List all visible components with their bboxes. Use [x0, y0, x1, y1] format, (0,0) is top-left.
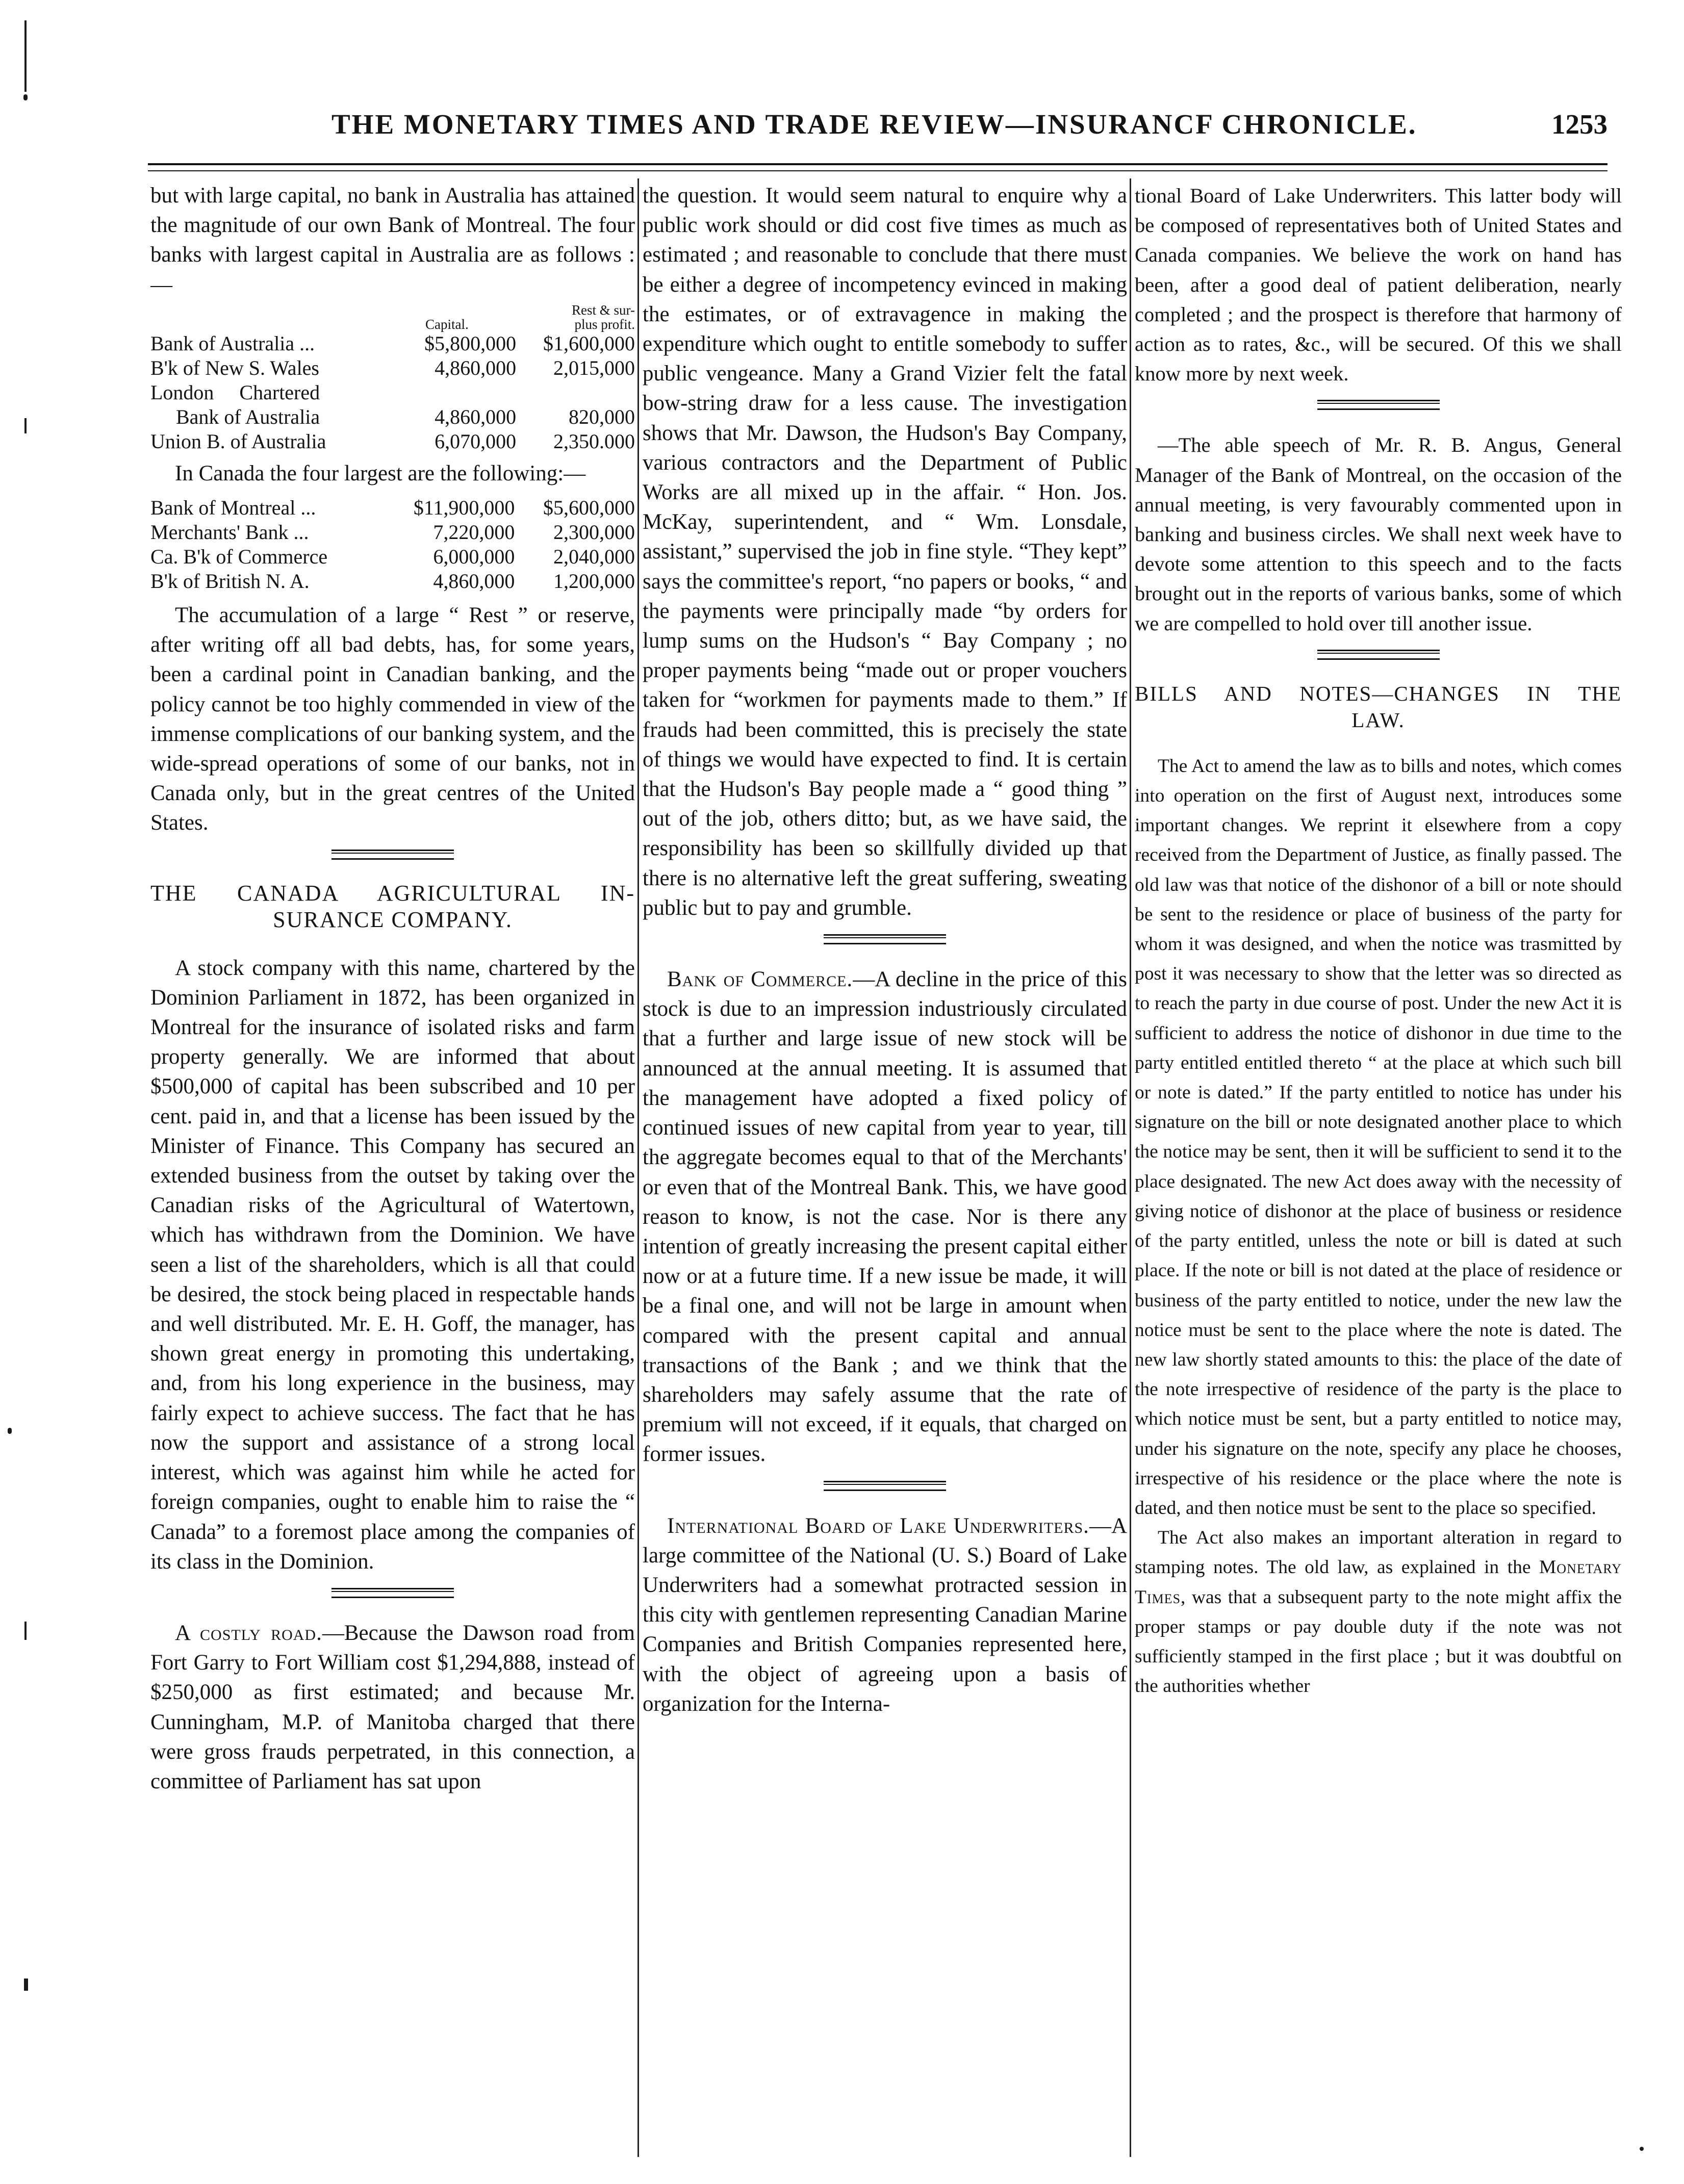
margin-mark [24, 418, 27, 433]
table-row [150, 569, 635, 594]
article-text: tional Board of Lake Underwriters. This latter body will be composed of representatives both of United States and Canada companies. We believe the work on hand has been, after a good deal of patient deliberation, nearly completed ; and the prospect is therefore that harmony of action as to rates, &c., will be secured. Of this we shall know more by next week. [1135, 184, 1622, 386]
table-row [150, 331, 635, 356]
canada-banks-table [150, 496, 635, 594]
rest-value: 820,000 [569, 405, 635, 428]
article-heading [1135, 680, 1622, 733]
table-header-row [150, 303, 635, 331]
table-row [150, 520, 635, 545]
bank-name: Bank of Australia ... [150, 331, 315, 355]
capital-value: 6,070,000 [435, 429, 517, 453]
table-row [150, 545, 635, 569]
article-lead: Bank of Commerce. [667, 967, 853, 992]
capital-value: 4,860,000 [435, 356, 517, 379]
article-body: —A large committee of the National (U. S.) Board of Lake Underwriters had a somewhat protracted session in this city with gentlemen representing Canadian Marine Companies and British Companies represented here, with the object of agreeing upon a basis of organization for the Interna- [643, 1513, 1127, 1716]
margin-mark [24, 20, 27, 92]
bank-name: Bank of Australia [176, 405, 320, 428]
rest-value: 2,040,000 [553, 545, 635, 569]
article-heading [150, 880, 635, 933]
article-text [150, 1618, 635, 1796]
table-header [516, 303, 635, 331]
rest-value: 1,200,000 [553, 570, 635, 593]
capital-value: $5,800,000 [424, 331, 517, 355]
table-row [150, 429, 635, 454]
bank-name: B'k of British N. A. [150, 570, 310, 593]
article-text: —The able speech of Mr. R. B. Angus, General Manager of the Bank of Montreal, on the occasion of the annual meeting, is very favourably commented upon in banking and business circles. We shall next week have to devote some attention to this speech and to the facts brought out in the reports of various banks, some of which we are compelled to hold over till another issue. [1135, 433, 1622, 635]
margin-mark [24, 1979, 28, 1991]
margin-mark [8, 1428, 12, 1434]
rest-value: 2,015,000 [553, 356, 635, 379]
heading-line: THE CANADA AGRICULTURAL IN- [150, 880, 635, 906]
article-body: , was that a subsequent party to the note might affix the proper stamps or pay double duty if the note was not sufficiently stamped in the first place ; but it was doubtful on the authorities whether [1135, 1586, 1622, 1697]
bank-name: Union B. of Australia [150, 429, 326, 453]
margin-mark [24, 1622, 27, 1640]
column-rule [637, 178, 639, 2157]
table-row [150, 380, 635, 405]
capital-value: 4,860,000 [435, 405, 517, 428]
column-1 [150, 181, 635, 2139]
masthead [148, 102, 1618, 148]
section-divider [824, 934, 946, 944]
rest-value [516, 380, 635, 405]
rest-value: 2,300,000 [553, 521, 635, 544]
rest-value: $5,600,000 [543, 496, 635, 520]
rest-value: $1,600,000 [543, 331, 635, 355]
article-text: the question. It would seem natural to enquire why a public work should or did cost five times as much as estimated ; and reasonable to conclude that there must be either a degree of incompetency evinced in making the estimates, or of extravagence in making the expenditure which ought to entitle somebody to suffer public vengeance. Many a Grand Vizier felt the fatal bow-string draw for a less cause. The investigation shows that Mr. Dawson, the Hudson's Bay Company, various contractors and the Department of Public Works are all mixed up in the affair. “ Hon. Jos. McKay, superintendent, and “ Wm. Lonsdale, assistant,” supervised the job in fine style. “They kept” says the committee's report, “no papers or books, “ and the payments were principally made “by orders for lump sums on the Hudson's “ Bay Company ; no proper payments being “made out or proper vouchers taken for “workmen for payments made to them.” If frauds had been committed, this is precisely the state of things we would have expected to find. It is certain that the Hudson's Bay people made a “ good thing ” out of the job, others ditto; but, as we have said, the responsibility has been so skillfully divided up that there is no alternative left the great suffering, sweating public but to pay and grumble. [643, 184, 1127, 920]
bank-name: B'k of New S. Wales [150, 356, 319, 379]
table-row [150, 405, 635, 429]
heading-line: LAW. [1351, 708, 1405, 732]
section-divider [824, 1481, 946, 1491]
article-text [1135, 1523, 1622, 1701]
article-lead: A costly road. [175, 1621, 322, 1645]
article-text: The Act to amend the law as to bills and notes, which comes into operation on the first of August next, introduces some important changes. We reprint it elsewhere from a copy received from the Department of Justice, as finally passed. The old law was that notice of the dishonor of a bill or note should be sent to the residence or place of business of the party for whom it was designed, and when the notice was trasmitted by post it was necessary to show that the letter was so directed as to reach the party in due course of post. Under the new Act it is sufficient to address the notice of dishonor in due time to the party entitled entitled thereto “ at the place at which such bill or note is dated.” If the party entitled to notice has under his signature on the bill or note designated another place to which the notice may be sent, then it will be sufficient to send it to the place designated. The new Act does away with the necessity of giving notice of dishonor at the place of business or residence of the party entitled, unless the note or bill is dated at such place. If the note or bill is not dated at the place of residence or business of the party entitled to notice, under the new law the notice must be sent to the place where the note is dated. The new law shortly stated amounts to this: the place of the date of the note irrespective of residence of the party is the place to which notice must be sent, but a party entitled to notice may, under his signature on the note, specify any place he chooses, irrespective of his residence or the place where the note is dated, and then notice must be sent to the place so specified. [1135, 755, 1622, 1519]
capital-value: 4,860,000 [433, 570, 515, 593]
column-rule [1130, 178, 1131, 2157]
margin-mark [23, 94, 28, 100]
article-text: The accumulation of a large “ Rest ” or reserve, after writing off all bad debts, has, for some years, been a cardinal point in Canadian banking, and the policy cannot be too highly commended in view of the immense complications of our banking system, and the wide-spread operations of some of our banks, not in Canada only, but in the great centres of the United States. [150, 603, 635, 835]
article-body: —A decline in the price of this stock is due to an impression industriously circulated that a further and large issue of new stock will be announced at the annual meeting. It is assumed that the management have adopted a fixed policy of continued issues of new capital from year to year, till the aggregate becomes equal to that of the Merchants' or even that of the Montreal Bank. This, we have good reason to know, is not the case. Nor is there any intention of greatly increasing the present capital either now or at a future time. If a new issue be made, it will be a final one, and will not be large in amount when compared with the present capital and annual transactions of the Bank ; and we think that the shareholders may safely assume that the rate of premium will not exceed, if it equals, that charged on former issues. [643, 967, 1127, 1467]
section-divider [1317, 650, 1440, 660]
bank-name: Merchants' Bank ... [150, 521, 309, 544]
article-lead: International Board of Lake Underwriters. [667, 1513, 1089, 1538]
column-3 [1135, 181, 1622, 2139]
capital-value: 7,220,000 [433, 521, 515, 544]
bank-name: London Chartered [150, 380, 320, 404]
article-text [643, 1511, 1127, 1719]
capital-value [378, 380, 517, 405]
article-body: —Because the Dawson road from Fort Garry to Fort William cost $1,294,888, instead of $250,000 as first estimated; and because Mr. Cunningham, M.P. of Manitoba charged that there were gross frauds perpetrated, in this connection, a committee of Parliament has sat upon [150, 1621, 635, 1793]
column-2 [643, 181, 1127, 2139]
table-row [150, 356, 635, 380]
article-text [643, 965, 1127, 1469]
masthead-rule [148, 163, 1608, 171]
section-divider [331, 1588, 454, 1598]
capital-value: $11,900,000 [413, 496, 515, 520]
bank-name: Ca. B'k of Commerce [150, 545, 328, 569]
section-divider [331, 850, 454, 860]
australia-banks-table [150, 303, 635, 454]
capital-value: 6,000,000 [433, 545, 515, 569]
margin-mark [1640, 2147, 1644, 2151]
table-header-line: Rest & sur- [572, 302, 635, 318]
heading-line: SURANCE COMPANY. [273, 907, 513, 932]
page-number: 1253 [1551, 109, 1608, 140]
rest-value: 2,350.000 [553, 429, 635, 453]
heading-line: BILLS AND NOTES—CHANGES IN THE [1135, 681, 1622, 705]
masthead-title: THE MONETARY TIMES AND TRADE REVIEW—INSURANCF CHRONICLE. [331, 109, 1417, 140]
section-divider [1317, 400, 1440, 410]
publication-name: Monetary Times [1135, 1557, 1622, 1608]
table-header: Capital. [425, 316, 469, 332]
table-header-line: plus profit. [574, 316, 635, 332]
table-row [150, 496, 635, 520]
article-text: but with large capital, no bank in Australia has attained the magnitude of our own Bank of Montreal. The four banks with largest capital in Australia are as follows :— [150, 184, 635, 297]
article-body: The Act also makes an important alteration in regard to stamping notes. The old law, as explained in the [1135, 1527, 1622, 1578]
bank-name: Bank of Montreal ... [150, 496, 316, 520]
article-text: A stock company with this name, chartered by the Dominion Parliament in 1872, has been organized in Montreal for the insurance of isolated risks and farm property generally. We are informed that about $500,000 of capital has been subscribed and 10 per cent. paid in, and that a license has been issued by the Minister of Finance. This Company has secured an extended business from the outset by taking over the Canadian risks of the Agricultural of Watertown, which has withdrawn from the Dominion. We have seen a list of the shareholders, which is all that could be desired, the stock being placed in respectable hands and well distributed. Mr. E. H. Goff, the manager, has shown great energy in promoting this undertaking, and, from his long experience in the business, may fairly expect to achieve success. The fact that he has now the support and assistance of a strong local interest, which was against him while he acted for foreign companies, ought to enable him to raise the “ Canada” to a foremost place among the companies of its class in the Dominion. [150, 956, 635, 1574]
article-text: In Canada the four largest are the following:— [175, 461, 586, 485]
